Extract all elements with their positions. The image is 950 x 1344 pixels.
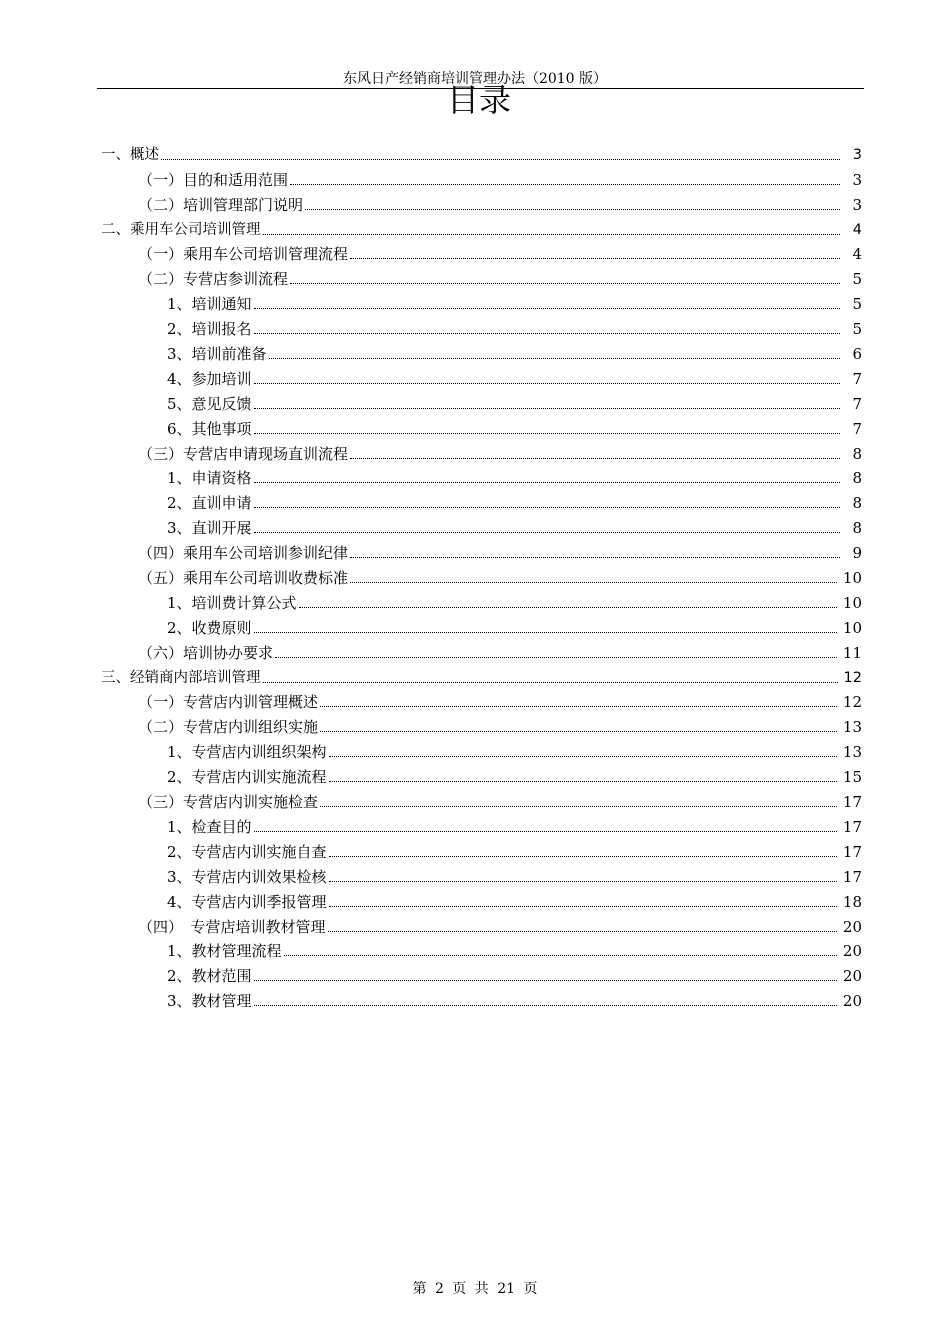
toc-entry-label: 2、收费原则 bbox=[167, 618, 252, 637]
toc-entry-page-number: 17 bbox=[842, 867, 862, 886]
toc-entry-label: （一）专营店内训管理概述 bbox=[138, 693, 319, 712]
toc-dot-leader bbox=[254, 831, 837, 832]
toc-entry[interactable] bbox=[101, 414, 862, 439]
toc-entry-page-number: 5 bbox=[852, 320, 862, 339]
toc-entry[interactable] bbox=[101, 912, 862, 937]
toc-entry-page-number: 20 bbox=[842, 992, 862, 1011]
toc-entry[interactable] bbox=[101, 464, 862, 489]
toc-entry-label: （五）乘用车公司培训收费标准 bbox=[138, 569, 349, 588]
table-of-contents bbox=[101, 140, 862, 1011]
toc-dot-leader bbox=[328, 931, 837, 932]
toc-dot-leader bbox=[254, 980, 837, 981]
toc-entry-label: （四）乘用车公司培训参训纪律 bbox=[138, 544, 349, 563]
toc-entry-label: （三）专营店内训实施检查 bbox=[138, 793, 319, 812]
toc-entry[interactable] bbox=[101, 563, 862, 588]
toc-dot-leader bbox=[254, 532, 840, 533]
toc-entry[interactable] bbox=[101, 762, 862, 787]
toc-entry-page-number: 3 bbox=[852, 195, 862, 214]
toc-dot-leader bbox=[263, 682, 838, 683]
toc-dot-leader bbox=[329, 781, 837, 782]
toc-entry[interactable] bbox=[101, 588, 862, 613]
toc-dot-leader bbox=[329, 881, 837, 882]
toc-entry-page-number: 10 bbox=[842, 618, 862, 637]
toc-dot-leader bbox=[305, 209, 840, 210]
toc-entry[interactable] bbox=[101, 837, 862, 862]
toc-entry-page-number: 7 bbox=[852, 369, 862, 388]
page-footer: 第 2 页 共 21 页 bbox=[412, 1281, 538, 1297]
toc-dot-leader bbox=[254, 507, 840, 508]
toc-entry-page-number: 11 bbox=[842, 643, 862, 662]
toc-entry[interactable] bbox=[101, 488, 862, 513]
toc-entry-label: （一）目的和适用范围 bbox=[138, 170, 289, 189]
toc-entry[interactable] bbox=[101, 688, 862, 713]
toc-entry-page-number: 4 bbox=[852, 245, 862, 264]
toc-entry[interactable] bbox=[101, 264, 862, 289]
toc-entry-label: （一）乘用车公司培训管理流程 bbox=[138, 245, 349, 264]
toc-dot-leader bbox=[290, 283, 840, 284]
toc-entry-page-number: 17 bbox=[842, 793, 862, 812]
toc-dot-leader bbox=[350, 458, 840, 459]
toc-entry[interactable] bbox=[101, 140, 862, 165]
toc-entry-page-number: 15 bbox=[842, 768, 862, 787]
running-header: 东风日产经销商培训管理办法（2010 版） bbox=[342, 71, 608, 87]
toc-dot-leader bbox=[269, 358, 840, 359]
toc-entry-page-number: 8 bbox=[852, 469, 862, 488]
toc-entry-page-number: 12 bbox=[842, 693, 862, 712]
toc-entry-label: 1、培训通知 bbox=[167, 295, 252, 314]
toc-entry[interactable] bbox=[101, 364, 862, 389]
toc-dot-leader bbox=[254, 632, 837, 633]
toc-dot-leader bbox=[161, 159, 840, 160]
toc-entry[interactable] bbox=[101, 737, 862, 762]
toc-entry[interactable] bbox=[101, 613, 862, 638]
toc-entry[interactable] bbox=[101, 339, 862, 364]
toc-entry-label: （三）专营店申请现场直训流程 bbox=[138, 444, 349, 463]
toc-dot-leader bbox=[350, 258, 840, 259]
toc-entry[interactable] bbox=[101, 961, 862, 986]
toc-entry[interactable] bbox=[101, 937, 862, 962]
toc-entry[interactable] bbox=[101, 513, 862, 538]
toc-entry-page-number: 3 bbox=[852, 146, 862, 163]
toc-entry-label: （二）专营店参训流程 bbox=[138, 270, 289, 289]
toc-entry-page-number: 3 bbox=[852, 170, 862, 189]
toc-entry-label: 三、经销商内部培训管理 bbox=[101, 669, 261, 686]
toc-entry[interactable] bbox=[101, 240, 862, 265]
toc-entry-page-number: 13 bbox=[842, 743, 862, 762]
toc-entry-page-number: 5 bbox=[852, 270, 862, 289]
toc-entry-label: （六）培训协办要求 bbox=[138, 643, 274, 662]
toc-dot-leader bbox=[254, 383, 840, 384]
toc-entry-page-number: 20 bbox=[842, 942, 862, 961]
toc-entry-label: （二）专营店内训组织实施 bbox=[138, 718, 319, 737]
toc-entry-label: 2、培训报名 bbox=[167, 320, 252, 339]
toc-entry-page-number: 8 bbox=[852, 444, 862, 463]
toc-entry[interactable] bbox=[101, 787, 862, 812]
toc-entry-label: 5、意见反馈 bbox=[167, 394, 252, 413]
toc-entry[interactable] bbox=[101, 663, 862, 688]
toc-entry[interactable] bbox=[101, 215, 862, 240]
toc-dot-leader bbox=[254, 408, 840, 409]
toc-entry[interactable] bbox=[101, 862, 862, 887]
toc-entry[interactable] bbox=[101, 812, 862, 837]
toc-entry-label: （四） 专营店培训教材管理 bbox=[138, 917, 326, 936]
toc-entry-page-number: 20 bbox=[842, 967, 862, 986]
toc-entry-label: 2、专营店内训实施流程 bbox=[167, 768, 327, 787]
toc-entry-label: 2、专营店内训实施自查 bbox=[167, 842, 327, 861]
toc-dot-leader bbox=[299, 607, 837, 608]
toc-dot-leader bbox=[254, 308, 840, 309]
toc-entry[interactable] bbox=[101, 439, 862, 464]
toc-entry-page-number: 7 bbox=[852, 419, 862, 438]
toc-entry-label: 二、乘用车公司培训管理 bbox=[101, 221, 261, 238]
toc-entry-page-number: 4 bbox=[852, 221, 862, 238]
toc-entry-label: 一、概述 bbox=[101, 146, 159, 163]
toc-dot-leader bbox=[329, 856, 837, 857]
toc-entry[interactable] bbox=[101, 712, 862, 737]
toc-entry-label: 3、教材管理 bbox=[167, 992, 252, 1011]
toc-dot-leader bbox=[254, 433, 840, 434]
toc-dot-leader bbox=[350, 582, 837, 583]
toc-entry-page-number: 9 bbox=[852, 544, 862, 563]
toc-entry-page-number: 20 bbox=[842, 917, 862, 936]
toc-entry-label: 1、培训费计算公式 bbox=[167, 593, 297, 612]
toc-entry[interactable] bbox=[101, 190, 862, 215]
toc-entry[interactable] bbox=[101, 165, 862, 190]
toc-entry[interactable] bbox=[101, 638, 862, 663]
toc-entry[interactable] bbox=[101, 314, 862, 339]
toc-entry-label: 3、专营店内训效果检核 bbox=[167, 867, 327, 886]
toc-dot-leader bbox=[320, 731, 837, 732]
toc-entry[interactable] bbox=[101, 389, 862, 414]
toc-dot-leader bbox=[320, 806, 837, 807]
toc-entry-page-number: 17 bbox=[842, 817, 862, 836]
toc-entry-page-number: 17 bbox=[842, 842, 862, 861]
toc-dot-leader bbox=[263, 234, 841, 235]
toc-entry-page-number: 5 bbox=[852, 295, 862, 314]
toc-entry[interactable] bbox=[101, 289, 862, 314]
toc-dot-leader bbox=[254, 333, 840, 334]
toc-title: 目录 bbox=[446, 81, 511, 119]
toc-entry-label: （二）培训管理部门说明 bbox=[138, 195, 304, 214]
toc-entry-label: 1、申请资格 bbox=[167, 469, 252, 488]
toc-dot-leader bbox=[329, 906, 837, 907]
toc-entry-label: 1、教材管理流程 bbox=[167, 942, 282, 961]
toc-entry-label: 2、教材范围 bbox=[167, 967, 252, 986]
toc-dot-leader bbox=[275, 657, 837, 658]
toc-dot-leader bbox=[254, 482, 840, 483]
toc-entry-label: 3、直训开展 bbox=[167, 519, 252, 538]
toc-entry-page-number: 6 bbox=[852, 345, 862, 364]
toc-entry-label: 4、专营店内训季报管理 bbox=[167, 892, 327, 911]
toc-entry[interactable] bbox=[101, 538, 862, 563]
toc-dot-leader bbox=[320, 706, 837, 707]
toc-entry-page-number: 18 bbox=[842, 892, 862, 911]
toc-entry-label: 1、专营店内训组织架构 bbox=[167, 743, 327, 762]
toc-entry-label: 3、培训前准备 bbox=[167, 345, 267, 364]
toc-entry-label: 2、直训申请 bbox=[167, 494, 252, 513]
toc-entry[interactable] bbox=[101, 887, 862, 912]
toc-entry-label: 4、参加培训 bbox=[167, 369, 252, 388]
toc-entry-page-number: 8 bbox=[852, 519, 862, 538]
toc-entry-page-number: 10 bbox=[842, 569, 862, 588]
toc-dot-leader bbox=[329, 756, 837, 757]
toc-entry-label: 1、检查目的 bbox=[167, 817, 252, 836]
toc-entry-page-number: 12 bbox=[843, 669, 862, 686]
toc-entry-page-number: 8 bbox=[852, 494, 862, 513]
toc-dot-leader bbox=[254, 1005, 837, 1006]
toc-dot-leader bbox=[284, 955, 837, 956]
toc-entry[interactable] bbox=[101, 986, 862, 1011]
toc-entry-page-number: 10 bbox=[842, 593, 862, 612]
toc-entry-label: 6、其他事项 bbox=[167, 419, 252, 438]
toc-entry-page-number: 7 bbox=[852, 394, 862, 413]
toc-entry-page-number: 13 bbox=[842, 718, 862, 737]
toc-dot-leader bbox=[290, 184, 840, 185]
toc-dot-leader bbox=[350, 557, 840, 558]
